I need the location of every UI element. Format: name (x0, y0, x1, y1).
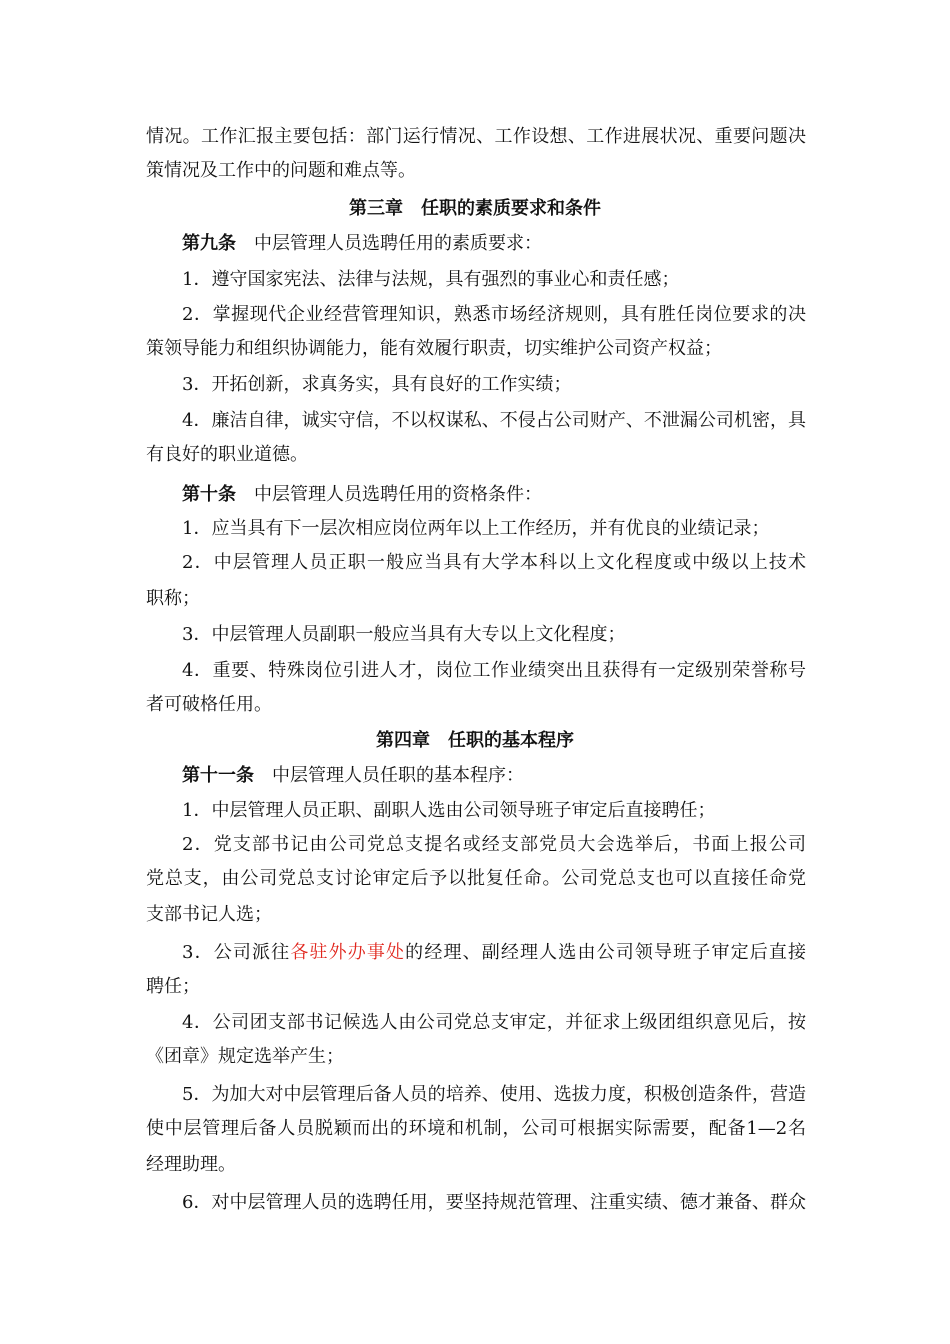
chapter-3-heading: 第三章 任职的素质要求和条件 (349, 198, 601, 219)
list-item-continuation: 者可破格任用。 (146, 694, 272, 715)
article-10-title: 第十条 (182, 484, 236, 505)
article-10-text: 中层管理人员选聘任用的资格条件： (236, 484, 542, 505)
article-11-text: 中层管理人员任职的基本程序： (254, 765, 524, 786)
list-item-continuation: 策领导能力和组织协调能力，能有效履行职责，切实维护公司资产权益； (146, 338, 722, 359)
paragraph-line: 情况。工作汇报主要包括：部门运行情况、工作设想、工作进展状况、重要问题决 (146, 126, 806, 147)
chapter-4-heading: 第四章 任职的基本程序 (376, 730, 574, 751)
list-item-continuation: 有良好的职业道德。 (146, 444, 308, 465)
list-item: 4．公司团支部书记候选人由公司党总支审定，并征求上级团组织意见后，按 (182, 1012, 806, 1033)
list-item: 2．中层管理人员正职一般应当具有大学本科以上文化程度或中级以上技术 (182, 552, 806, 573)
list-item: 4．廉洁自律，诚实守信，不以权谋私、不侵占公司财产、不泄漏公司机密，具 (182, 410, 806, 431)
paragraph-line: 策情况及工作中的问题和难点等。 (146, 160, 416, 181)
list-item-continuation: 《团章》规定选举产生； (146, 1046, 344, 1067)
list-item-continuation: 经理助理。 (146, 1154, 236, 1175)
list-item-continuation: 党总支，由公司党总支讨论审定后予以批复任命。公司党总支也可以直接任命党 (146, 868, 806, 889)
list-item: 5．为加大对中层管理后备人员的培养、使用、选拔力度，积极创造条件，营造 (182, 1084, 806, 1105)
article-9-text: 中层管理人员选聘任用的素质要求： (236, 233, 542, 254)
article-10-line (182, 484, 806, 506)
list-item-continuation: 聘任； (146, 976, 200, 997)
list-item: 2．掌握现代企业经营管理知识，熟悉市场经济规则，具有胜任岗位要求的决 (182, 304, 806, 325)
list-item: 6．对中层管理人员的选聘任用，要坚持规范管理、注重实绩、德才兼备、群众 (182, 1192, 806, 1213)
list-item: 2．党支部书记由公司党总支提名或经支部党员大会选举后，书面上报公司 (182, 834, 806, 855)
article-11-line (182, 765, 806, 787)
list-item-continuation: 职称； (146, 588, 200, 609)
list-item: 3．开拓创新，求真务实，具有良好的工作实绩； (182, 374, 572, 395)
list-item: 1．应当具有下一层次相应岗位两年以上工作经历，并有优良的业绩记录； (182, 518, 770, 539)
list-item-continuation: 支部书记人选； (146, 904, 272, 925)
list-item-text: 的经理、副经理人选由公司领导班子审定后直接 (405, 942, 807, 963)
article-9-title: 第九条 (182, 233, 236, 254)
list-item: 3．中层管理人员副职一般应当具有大专以上文化程度； (182, 624, 626, 645)
list-item: 4．重要、特殊岗位引进人才，岗位工作业绩突出且获得有一定级别荣誉称号 (182, 660, 806, 681)
article-9-line (182, 233, 806, 255)
list-item: 1．遵守国家宪法、法律与法规，具有强烈的事业心和责任感； (182, 269, 680, 290)
list-item: 1．中层管理人员正职、副职人选由公司领导班子审定后直接聘任； (182, 800, 716, 821)
list-item (182, 942, 806, 964)
list-item-text: 3．公司派往 (182, 942, 291, 963)
highlighted-text: 各驻外办事处 (290, 942, 406, 963)
list-item-continuation: 使中层管理后备人员脱颖而出的环境和机制，公司可根据实际需要，配备1—2名 (146, 1118, 806, 1139)
article-11-title: 第十一条 (182, 765, 254, 786)
